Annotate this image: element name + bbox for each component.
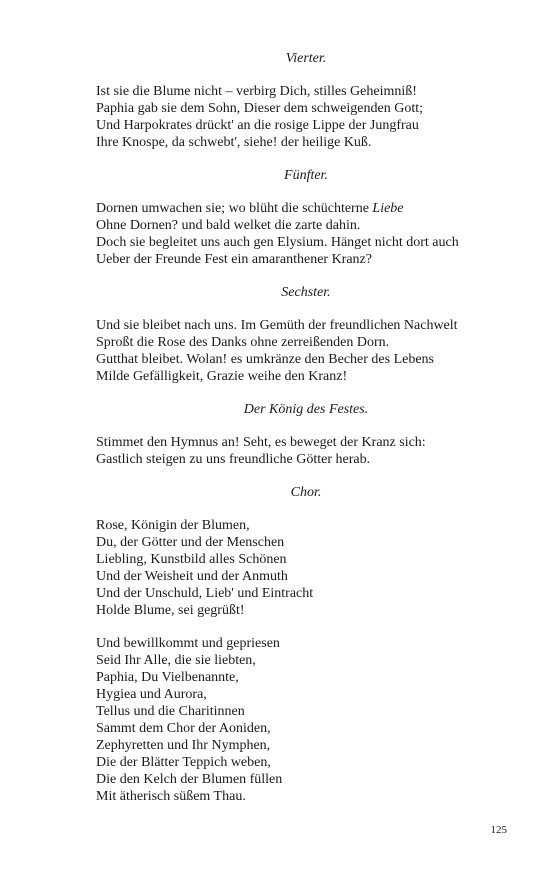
section-heading-chor: Chor. [290,485,322,500]
verse-line: Milde Gefälligkeit, Grazie weihe den Kranz! [96,369,348,384]
stanza-chor-1 [96,517,516,619]
stanza-chor-2 [96,635,516,805]
verse-line: Ueber der Freunde Fest ein amaranthener Kranz? [96,252,372,267]
verse-line: Ist sie die Blume nicht – verbirg Dich, stilles Geheimniß! [96,84,417,99]
verse-line: Zephyretten und Ihr Nymphen, [96,738,271,753]
verse-line: Und Harpokrates drückt' an die rosige Lippe der Jungfrau [96,118,419,133]
section-heading-sechster: Sechster. [281,285,331,300]
verse-line: Mit ätherisch süßem Thau. [96,789,246,804]
verse-line: Seid Ihr Alle, die sie liebten, [96,653,256,668]
verse-line: Gutthat bleibet. Wolan! es umkränze den Becher des Lebens [96,352,434,367]
verse-line: Sammt dem Chor der Aoniden, [96,721,271,736]
verse-line: Doch sie begleitet uns auch gen Elysium. Hänget nicht dort auch [96,235,459,250]
verse-line: Die der Blätter Teppich weben, [96,755,271,770]
verse-line: Tellus und die Charitinnen [96,704,245,719]
verse-line: Liebling, Kunstbild alles Schönen [96,552,287,567]
verse-line: Und der Unschuld, Lieb' und Eintracht [96,586,314,601]
verse-line [96,200,516,217]
verse-line-text: Dornen umwachen sie; wo blüht die schüchterne [96,201,373,216]
verse-line: Sproßt die Rose des Danks ohne zerreißenden Dorn. [96,335,390,350]
verse-line: Du, der Götter und der Menschen [96,535,285,550]
verse-line: Ihre Knospe, da schwebt', siehe! der heilige Kuß. [96,135,372,150]
verse-line: Holde Blume, sei gegrüßt! [96,603,245,618]
emphasized-word: Liebe [372,201,404,216]
verse-line: Und der Weisheit und der Anmuth [96,569,288,584]
verse-line: Und bewillkommt und gepriesen [96,636,280,651]
stanza-sechster [96,317,516,385]
stanza-vierter [96,83,516,151]
verse-line: Paphia, Du Vielbenannte, [96,670,239,685]
verse-line: Gastlich steigen zu uns freundliche Götter herab. [96,452,371,467]
stanza-fuenfter [96,200,516,268]
section-heading-fuenfter: Fünfter. [284,168,328,183]
poem-page [96,50,516,821]
verse-line: Die den Kelch der Blumen füllen [96,772,283,787]
verse-line: Rose, Königin der Blumen, [96,518,250,533]
verse-line: Und sie bleibet nach uns. Im Gemüth der freundlichen Nachwelt [96,318,458,333]
verse-line: Paphia gab sie dem Sohn, Dieser dem schweigenden Gott; [96,101,423,116]
section-heading-vierter: Vierter. [285,51,327,66]
stanza-koenig [96,434,516,468]
page-number: 125 [490,824,507,836]
verse-line: Hygiea und Aurora, [96,687,207,702]
verse-line: Stimmet den Hymnus an! Seht, es beweget der Kranz sich: [96,435,426,450]
section-heading-koenig: Der König des Festes. [243,402,369,417]
verse-line: Ohne Dornen? und bald welket die zarte dahin. [96,218,361,233]
